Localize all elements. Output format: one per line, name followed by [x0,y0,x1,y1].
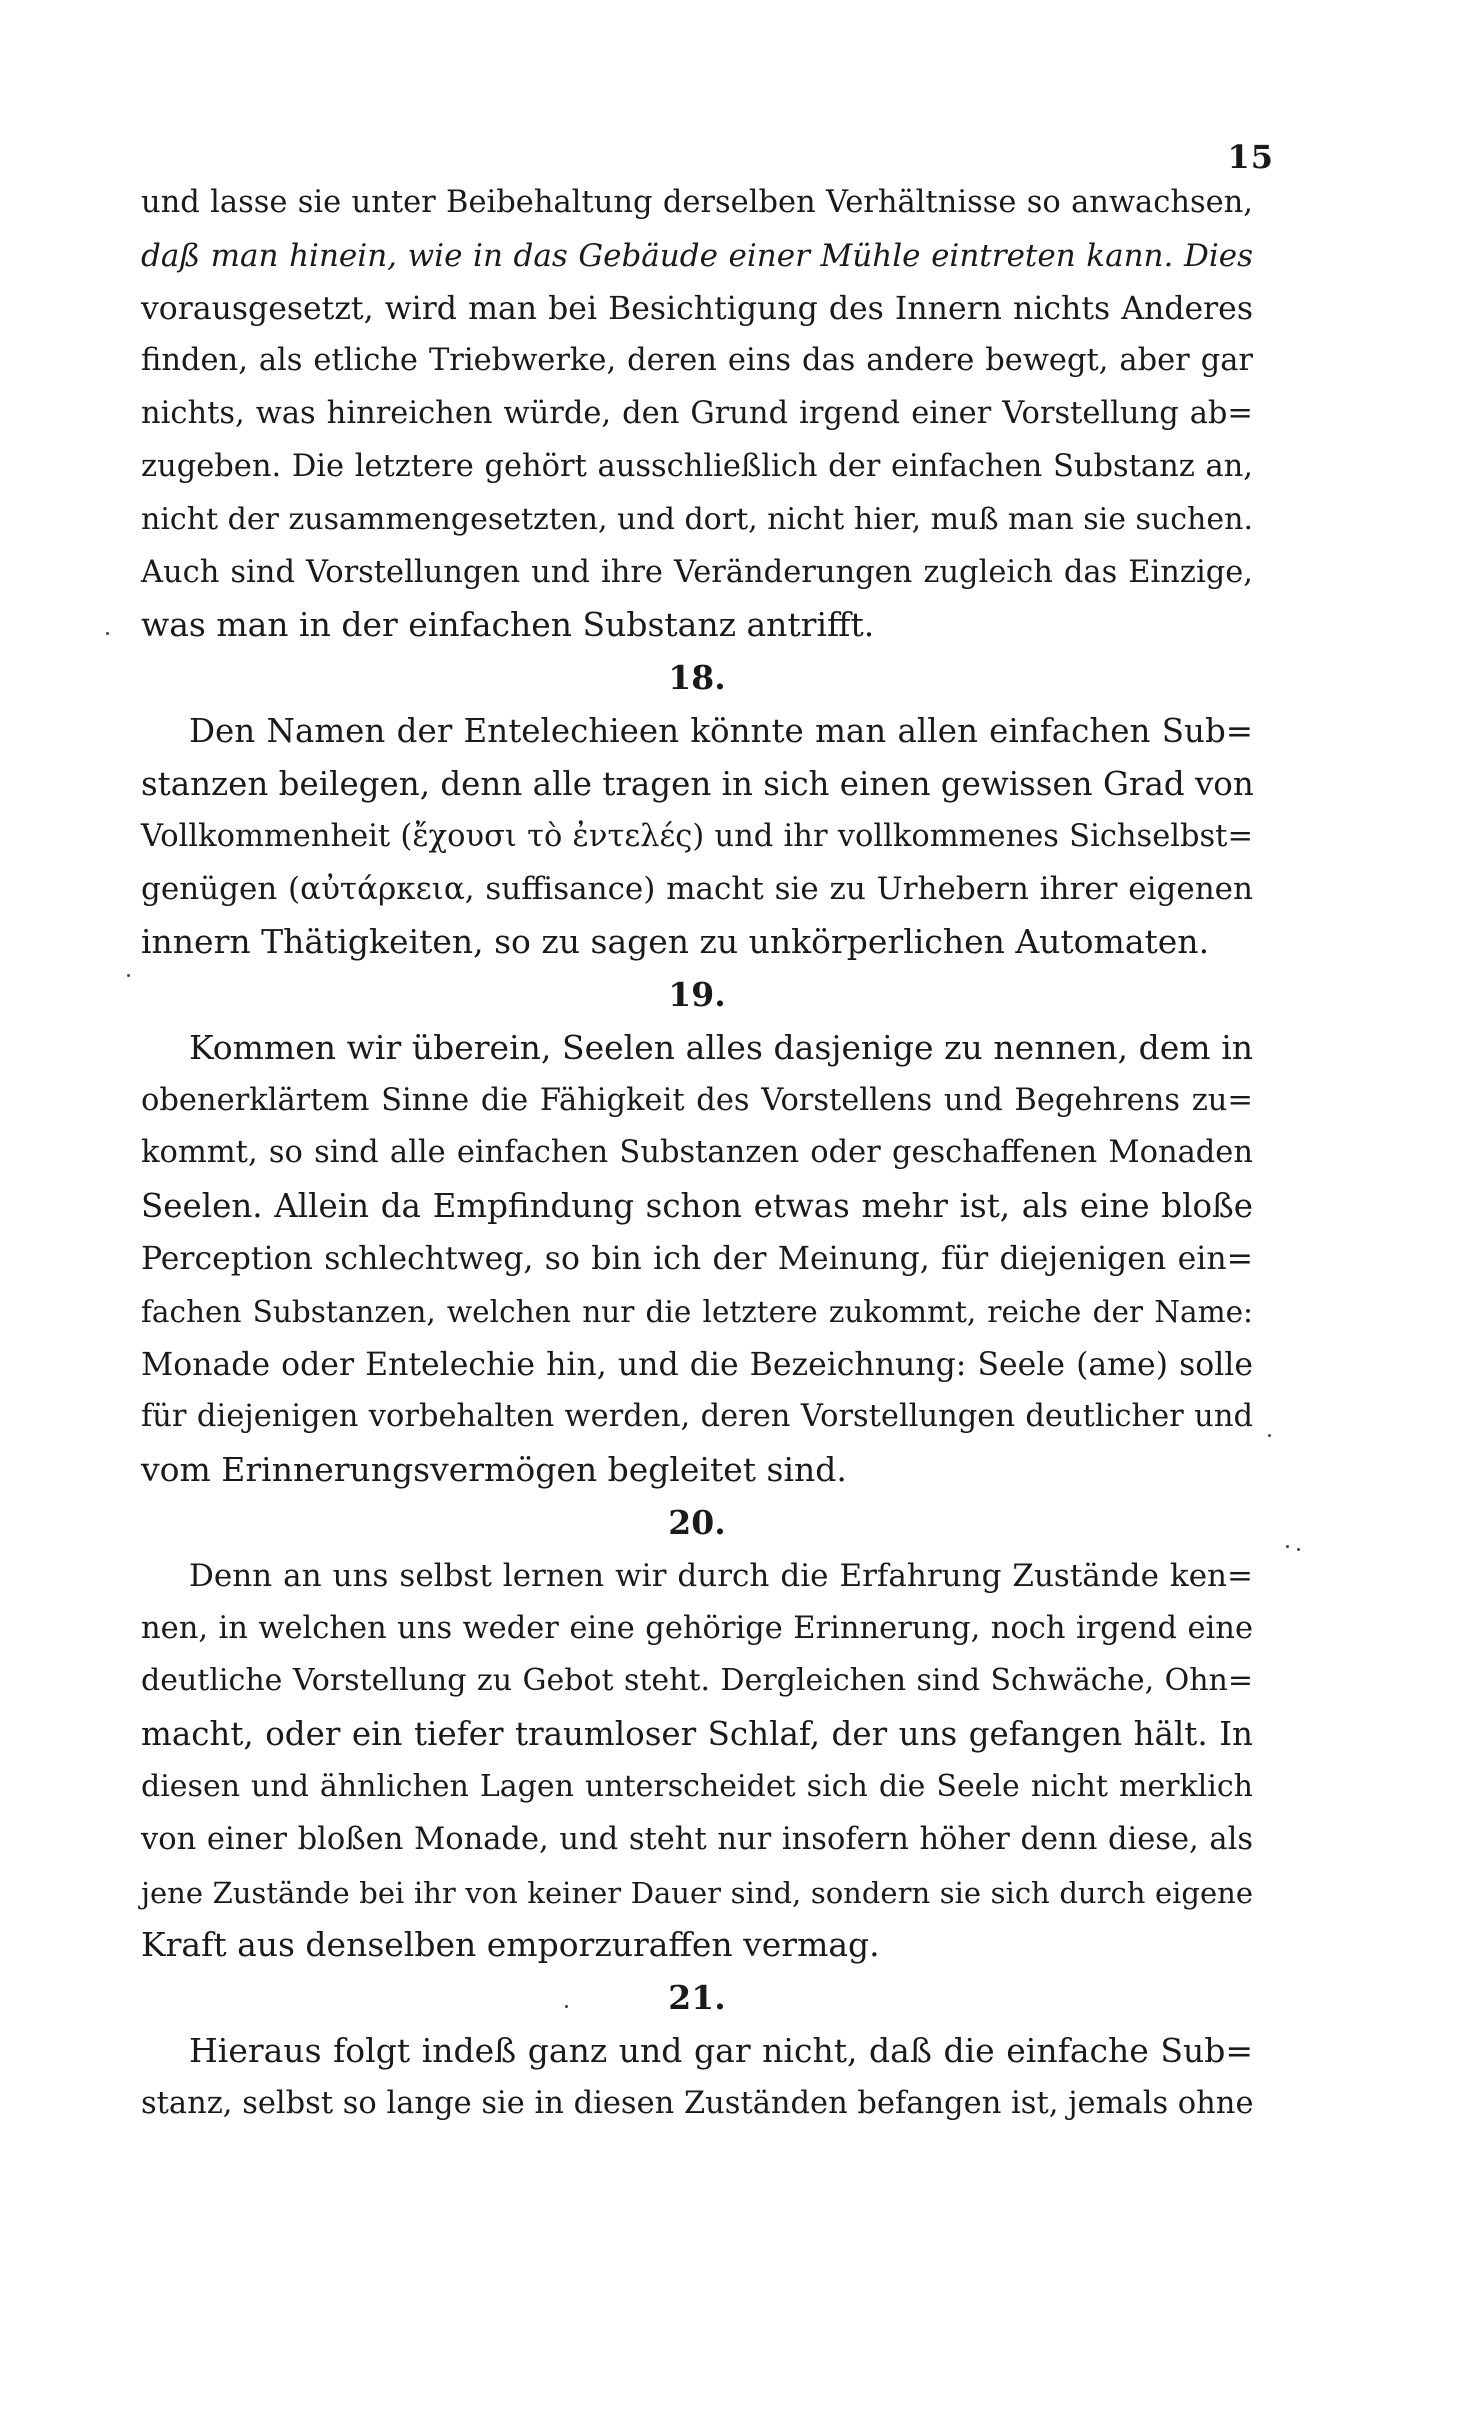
text-line: kommt, so sind alle einfachen Substanzen oder geschaffenen Monaden [141,1135,1253,1171]
page-number: 15 [1227,138,1274,176]
text-line: Denn an uns selbst lernen wir durch die Erfahrung Zustände ken= [189,1557,1253,1594]
text-line: Kraft aus denselben emporzuraffen vermag. [141,1925,880,1965]
text-line: zugeben. Die letztere gehört ausschließlich der einfachen Substanz an, [141,448,1253,484]
text-line: Auch sind Vorstellungen und ihre Veränderungen zugleich das Einzige, [141,554,1253,590]
text-line: deutliche Vorstellung zu Gebot steht. Dergleichen sind Schwäche, Ohn= [141,1663,1253,1699]
text-line: Den Namen der Entelechieen könnte man allen einfachen Sub= [189,711,1253,750]
text-line: vorausgesetzt, wird man bei Besichtigung des Innern nichts Anderes [141,290,1253,327]
text-line: innern Thätigkeiten, so zu sagen zu unkörperlichen Automaten. [141,922,1210,962]
text-line: daß man hinein, wie in das Gebäude einer Mühle eintreten kann. Dies [141,237,1253,274]
text-line: jene Zustände bei ihr von keiner Dauer sind, sondern sie sich durch eigene [141,1875,1253,1910]
text-line: obenerklärtem Sinne die Fähigkeit des Vorstellens und Begehrens zu= [141,1082,1253,1118]
section-heading: 18. [668,658,726,698]
text-line: vom Erinnerungsvermögen begleitet sind. [141,1450,847,1490]
text-line: und lasse sie unter Beibehaltung derselben Verhältnisse so anwachsen, [141,185,1253,220]
text-line: nicht der zusammengesetzten, und dort, nicht hier, muß man sie suchen. [141,501,1253,537]
body-text [141,177,1253,2130]
section-heading: 19. [668,974,726,1014]
scan-speck [1268,1434,1271,1437]
text-line: für diejenigen vorbehalten werden, deren Vorstellungen deutlicher und [141,1399,1253,1435]
text-line: Vollkommenheit (ἔχουσι τὸ ἐντελές) und ihr vollkommenes Sichselbst= [141,818,1253,854]
text-line: nen, in welchen uns weder eine gehörige Erinnerung, noch irgend eine [141,1610,1253,1646]
text-line: diesen und ähnlichen Lagen unterscheidet sich die Seele nicht merklich [141,1768,1253,1804]
section-heading: 21. [668,1978,726,2018]
text-line: Hieraus folgt indeß ganz und gar nicht, daß die einfache Sub= [189,2030,1253,2070]
section-heading: 20. [668,1502,726,1542]
text-line: genügen (αὐτάρκεια, suffisance) macht sie zu Urhebern ihrer eigenen [141,871,1253,908]
scan-speck [106,632,109,635]
text-line: nichts, was hinreichen würde, den Grund irgend einer Vorstellung ab= [141,396,1253,432]
text-line: macht, oder ein tiefer traumloser Schlaf, der uns gefangen hält. In [141,1715,1253,1754]
text-line: Kommen wir überein, Seelen alles dasjenige zu nennen, dem in [189,1027,1253,1067]
text-line: stanzen beilegen, denn alle tragen in sich einen gewissen Grad von [141,764,1254,803]
scan-speck [1297,1548,1300,1551]
scan-speck [1286,1545,1289,1548]
scan-speck [127,974,130,977]
text-line: was man in der einfachen Substanz antrifft. [141,605,875,645]
text-line: Seelen. Allein da Empfindung schon etwas mehr ist, als eine bloße [141,1187,1253,1226]
text-line: von einer bloßen Monade, und steht nur insofern höher denn diese, als [141,1821,1253,1857]
text-line: finden, als etliche Triebwerke, deren eins das andere bewegt, aber gar [141,343,1253,379]
text-line: Monade oder Entelechie hin, und die Bezeichnung: Seele (ame) solle [141,1346,1253,1383]
scan-speck [565,2005,568,2008]
text-line: Perception schlechtweg, so bin ich der Meinung, für diejenigen ein= [141,1240,1253,1277]
text-line: stanz, selbst so lange sie in diesen Zuständen befangen ist, jemals ohne [141,2085,1254,2121]
text-line: fachen Substanzen, welchen nur die letztere zukommt, reiche der Name: [141,1294,1253,1329]
